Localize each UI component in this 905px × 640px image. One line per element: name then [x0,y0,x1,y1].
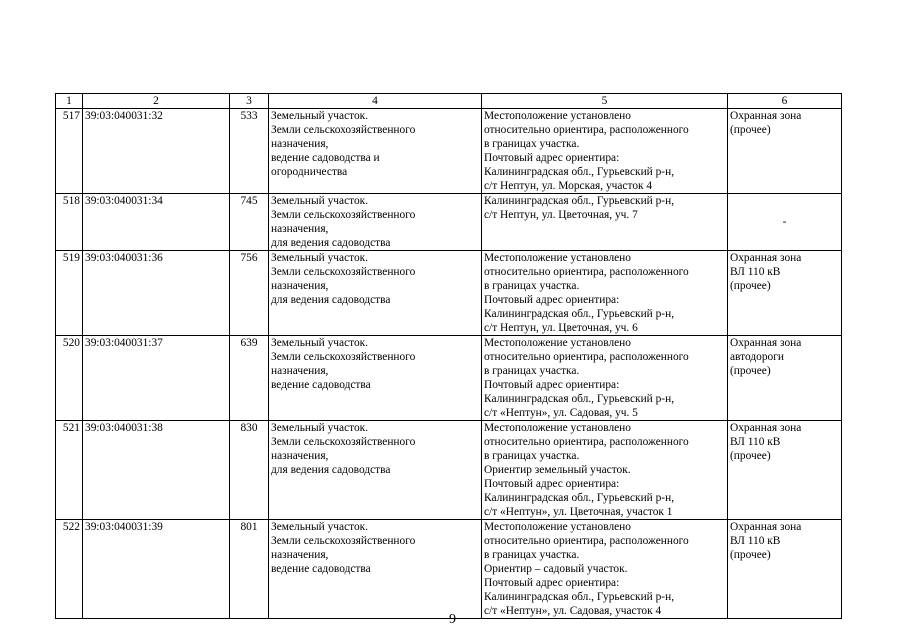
plot-restriction-line: ВЛ 110 кВ [730,535,781,547]
plot-location-line: Почтовый адрес ориентира: [484,379,620,391]
cadastral-number: 39:03:040031:36 [83,251,230,336]
plot-description-line: назначения, [271,365,329,377]
plot-restriction [728,520,842,619]
plot-location-line: Калининградская обл., Гурьевский р-н, [484,393,675,405]
plot-restriction-line: ВЛ 110 кВ [730,266,781,278]
plot-description-line: ведение садоводства [271,379,371,391]
plot-description-line: ведение садоводства и [271,152,380,164]
table-row [56,109,842,194]
plot-location-line: с/т Нептун, ул. Цветочная, уч. 6 [484,322,638,334]
plot-restriction-line: Охранная зона [730,252,802,264]
table-body [56,109,842,619]
plot-restriction-line: ВЛ 110 кВ [730,436,781,448]
plot-description-line: назначения, [271,549,329,561]
cadastral-number: 39:03:040031:34 [83,194,230,251]
plot-description-line: огородничества [271,166,348,178]
plot-description-line: Земли сельскохозяйственного [271,535,416,547]
plot-location-line: относительно ориентира, расположенного [484,535,689,547]
table-row [56,520,842,619]
land-plots-table [55,93,842,619]
plot-description-line: Земельный участок. [271,422,369,434]
plot-description [269,520,482,619]
plot-location-line: в границах участка. [484,138,580,150]
plot-location-line: относительно ориентира, расположенного [484,266,689,278]
plot-restriction-line: (прочее) [730,450,771,462]
header-col-1: 1 [56,94,83,109]
plot-description-line: ведение садоводства [271,563,371,575]
plot-description-line: назначения, [271,223,329,235]
plot-description [269,109,482,194]
plot-location-line: в границах участка. [484,365,580,377]
plot-location-line: Местоположение установлено [484,422,631,434]
plot-location-line: Местоположение установлено [484,252,631,264]
plot-description-line: для ведения садоводства [271,294,391,306]
plot-location-line: в границах участка. [484,549,580,561]
row-number: 517 [56,109,83,194]
header-col-2: 2 [83,94,230,109]
plot-description [269,194,482,251]
plot-description-line: Земли сельскохозяйственного [271,266,416,278]
plot-restriction-line: Охранная зона [730,110,802,122]
plot-description-line: для ведения садоводства [271,464,391,476]
plot-location-line: Калининградская обл., Гурьевский р-н, [484,492,675,504]
plot-location-line: Ориентир – садовый участок. [484,563,628,575]
plot-location-line: Почтовый адрес ориентира: [484,152,620,164]
plot-location-line: в границах участка. [484,450,580,462]
plot-description-line: Земли сельскохозяйственного [271,124,416,136]
plot-location-line: Ориентир земельный участок. [484,464,631,476]
table-row [56,251,842,336]
plot-description-line: назначения, [271,138,329,150]
cadastral-number: 39:03:040031:37 [83,336,230,421]
plot-area: 533 [230,109,269,194]
cadastral-number: 39:03:040031:38 [83,421,230,520]
empty-restriction-dash: - [782,216,787,228]
plot-location-line: Почтовый адрес ориентира: [484,577,620,589]
header-col-6: 6 [728,94,842,109]
plot-location-line: Калининградская обл., Гурьевский р-н, [484,591,675,603]
plot-location [482,251,728,336]
header-col-5: 5 [482,94,728,109]
row-number: 522 [56,520,83,619]
plot-area: 745 [230,194,269,251]
plot-restriction-line: (прочее) [730,549,771,561]
plot-description-line: назначения, [271,280,329,292]
plot-location-line: Местоположение установлено [484,337,631,349]
plot-area: 639 [230,336,269,421]
plot-location-line: Калининградская обл., Гурьевский р-н, [484,166,675,178]
plot-description-line: Земли сельскохозяйственного [271,209,416,221]
plot-description-line: Земельный участок. [271,252,369,264]
table-row [56,194,842,251]
row-number: 521 [56,421,83,520]
plot-restriction [728,194,842,251]
plot-location-line: с/т «Нептун», ул. Садовая, уч. 5 [484,407,638,419]
plot-description [269,421,482,520]
plot-location [482,109,728,194]
plot-area: 830 [230,421,269,520]
plot-restriction-line: (прочее) [730,124,771,136]
plot-restriction-line: автодороги [730,351,784,363]
plot-location-line: Почтовый адрес ориентира: [484,294,620,306]
plot-location-line: с/т Нептун, ул. Морская, участок 4 [484,180,653,192]
row-number: 520 [56,336,83,421]
plot-restriction-line: (прочее) [730,280,771,292]
plot-restriction-line: (прочее) [730,365,771,377]
plot-restriction-line: Охранная зона [730,521,802,533]
cadastral-number: 39:03:040031:39 [83,520,230,619]
plot-location-line: относительно ориентира, расположенного [484,124,689,136]
plot-description-line: Земельный участок. [271,110,369,122]
plot-location-line: в границах участка. [484,280,580,292]
plot-description [269,251,482,336]
plot-location-line: Калининградская обл., Гурьевский р-н, [484,195,675,207]
header-col-3: 3 [230,94,269,109]
plot-location-line: Почтовый адрес ориентира: [484,478,620,490]
table-row [56,336,842,421]
plot-location-line: Местоположение установлено [484,110,631,122]
page-number: 9 [449,612,456,627]
plot-description-line: Земельный участок. [271,521,369,533]
header-col-4: 4 [269,94,482,109]
plot-restriction-line: Охранная зона [730,337,802,349]
plot-area: 801 [230,520,269,619]
table-header-row [56,94,842,109]
plot-restriction [728,336,842,421]
plot-location [482,194,728,251]
plot-description-line: Земельный участок. [271,195,369,207]
plot-description-line: Земельный участок. [271,337,369,349]
plot-location [482,336,728,421]
plot-restriction [728,109,842,194]
row-number: 519 [56,251,83,336]
plot-location [482,421,728,520]
plot-location-line: Калининградская обл., Гурьевский р-н, [484,308,675,320]
plot-location [482,520,728,619]
plot-description [269,336,482,421]
plot-description-line: Земли сельскохозяйственного [271,351,416,363]
plot-location-line: с/т «Нептун», ул. Садовая, участок 4 [484,605,662,617]
plot-location-line: с/т «Нептун», ул. Цветочная, участок 1 [484,506,673,518]
plot-area: 756 [230,251,269,336]
plot-restriction [728,251,842,336]
plot-description-line: Земли сельскохозяйственного [271,436,416,448]
plot-location-line: Местоположение установлено [484,521,631,533]
table-row [56,421,842,520]
plot-location-line: с/т Нептун, ул. Цветочная, уч. 7 [484,209,638,221]
plot-location-line: относительно ориентира, расположенного [484,351,689,363]
plot-description-line: для ведения садоводства [271,237,391,249]
cadastral-number: 39:03:040031:32 [83,109,230,194]
row-number: 518 [56,194,83,251]
plot-restriction-line: Охранная зона [730,422,802,434]
plot-restriction [728,421,842,520]
plot-location-line: относительно ориентира, расположенного [484,436,689,448]
plot-description-line: назначения, [271,450,329,462]
